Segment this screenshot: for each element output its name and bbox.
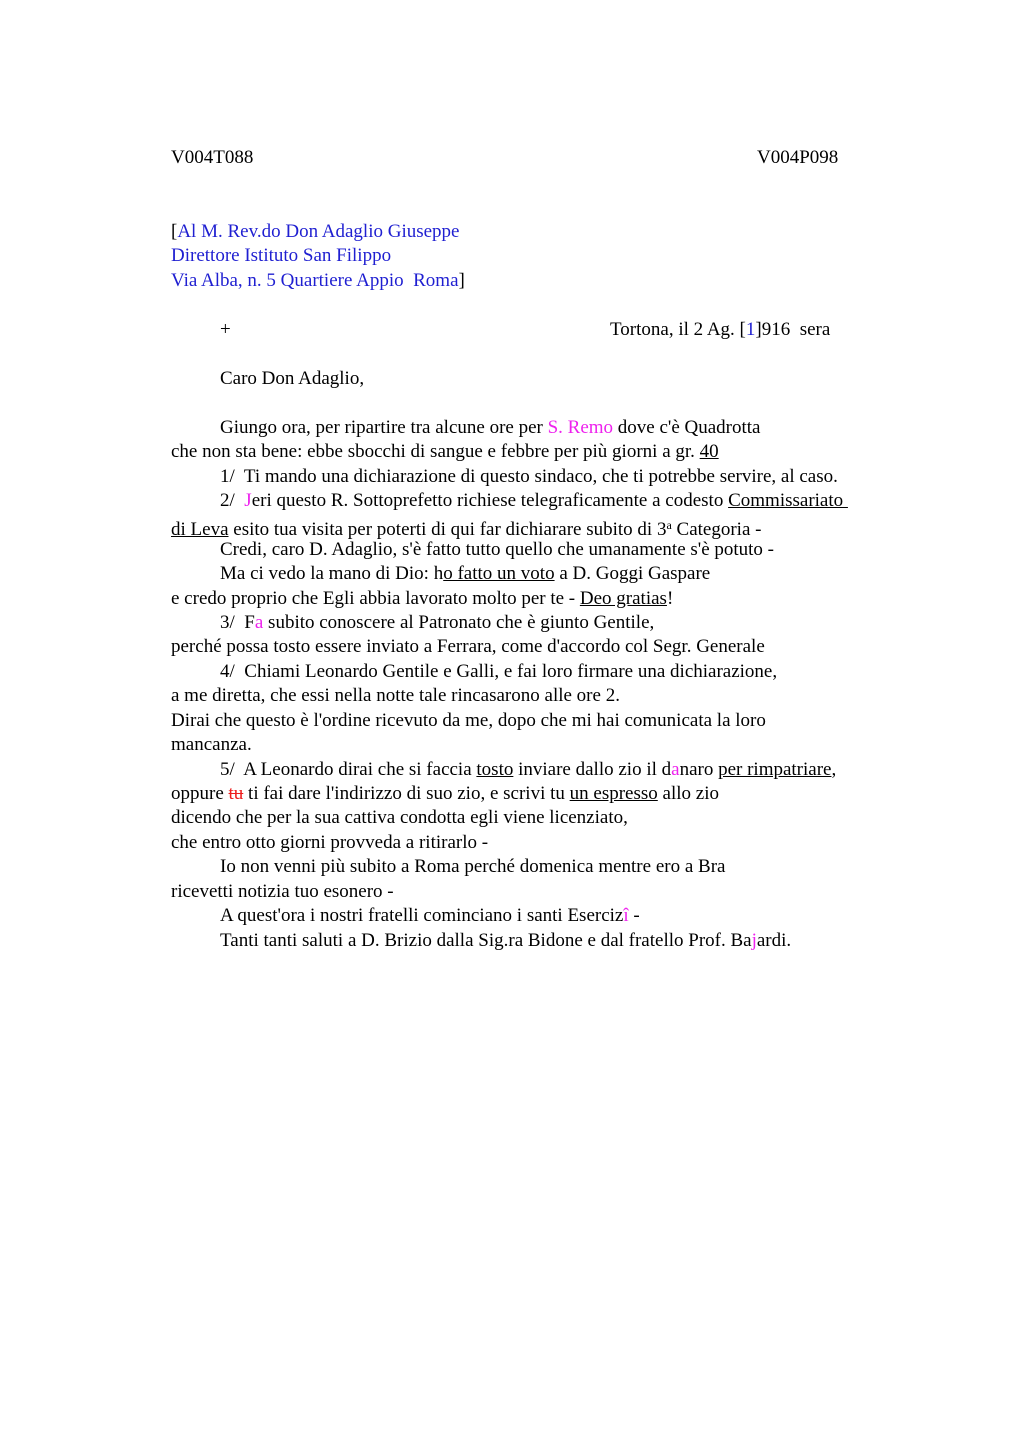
- underlined-per-rimpatriare: per rimpatriare: [718, 759, 832, 780]
- underlined-tosto: tosto: [476, 759, 514, 780]
- text-segment: esito tua visita per poterti di qui far dichiarare subito di 3: [228, 519, 667, 540]
- underlined-un-espresso: un espresso: [569, 783, 658, 804]
- text-segment: naro: [679, 759, 719, 780]
- text-segment: inviare dallo zio il d: [513, 759, 672, 780]
- text-segment: a D. Goggi Gaspare: [554, 563, 711, 584]
- address-open-bracket: [: [171, 221, 178, 242]
- text-segment: che non sta bene: ebbe sbocchi di sangue e febbre per più giorni a gr.: [171, 441, 700, 462]
- text-segment: !: [666, 588, 674, 609]
- letter-line-14: mancanza.: [171, 734, 252, 755]
- underlined-voto: o fatto un voto: [443, 563, 555, 584]
- letter-line-16: [171, 782, 719, 806]
- letter-line-21: [220, 904, 640, 928]
- place-name-san-remo: S. Remo: [547, 417, 614, 438]
- editorial-circumflex: î: [623, 905, 629, 926]
- text-segment: dove c'è Quadrotta: [613, 417, 761, 438]
- text-segment: ,: [831, 759, 837, 780]
- address-line-2: Direttore Istituto San Filippo: [171, 245, 392, 266]
- underlined-deo-gratias: Deo gratias: [579, 588, 667, 609]
- text-segment: A quest'ora i nostri fratelli cominciano i santi Eserciz: [220, 905, 624, 926]
- text-segment: subito conoscere al Patronato che è giunto Gentile,: [263, 612, 655, 633]
- letter-line-9: [220, 611, 654, 635]
- editorial-letter-j: j: [751, 930, 757, 951]
- text-segment: Ma ci vedo la mano di Dio: h: [220, 563, 444, 584]
- letter-line-1: [220, 416, 761, 440]
- struck-word-tu: tu: [228, 783, 244, 804]
- letter-line-4: [220, 489, 848, 513]
- text-segment: Giungo ora, per ripartire tra alcune ore per: [220, 417, 548, 438]
- place-date-start: Tortona, il 2 Ag. [: [610, 319, 746, 340]
- letter-line-19: Io non venni più subito a Roma perché domenica mentre ero a Bra: [220, 856, 726, 877]
- editorial-letter-a: a: [254, 612, 264, 633]
- letter-line-18: che entro otto giorni provveda a ritirarlo -: [171, 832, 489, 853]
- place-date-end: ]916 sera: [755, 319, 831, 340]
- letter-line-10: perché possa tosto essere inviato a Ferrara, come d'accordo col Segr. Generale: [171, 636, 765, 657]
- superscript-ordinal: a: [666, 518, 672, 532]
- letter-line-20: ricevetti notizia tuo esonero -: [171, 881, 394, 902]
- letter-line-12: a me diretta, che essi nella notte tale rincasarono alle ore 2.: [171, 685, 620, 706]
- text-segment: eri questo R. Sottoprefetto richiese telegraficamente a codesto: [251, 490, 729, 511]
- text-segment: -: [628, 905, 640, 926]
- letter-line-13: Dirai che questo è l'ordine ricevuto da me, dopo che mi hai comunicata la loro: [171, 710, 766, 731]
- letter-line-8: [171, 587, 673, 611]
- document-code-right: V004P098: [757, 147, 839, 168]
- address-street: Via Alba, n. 5 Quartiere Appio Roma: [171, 270, 459, 291]
- text-segment: 2/: [220, 490, 245, 511]
- text-segment: 5/ A Leonardo dirai che si faccia: [220, 759, 477, 780]
- place-date: [610, 318, 830, 342]
- address-close-bracket: ]: [458, 270, 465, 291]
- letter-line-5: [171, 513, 762, 540]
- letter-line-2: [171, 440, 719, 464]
- address-recipient: Al M. Rev.do Don Adaglio Giuseppe: [177, 221, 460, 242]
- cross-mark: +: [220, 319, 231, 340]
- letter-line-6: Credi, caro D. Adaglio, s'è fatto tutto quello che umanamente s'è potuto -: [220, 539, 775, 560]
- underlined-di-leva: di Leva: [171, 519, 229, 540]
- letter-line-11: 4/ Chiami Leonardo Gentile e Galli, e fai loro firmare una dichiarazione,: [220, 661, 778, 682]
- text-segment: e credo proprio che Egli abbia lavorato molto per te -: [171, 588, 580, 609]
- editorial-letter-j: J: [244, 490, 252, 511]
- editorial-letter-a: a: [671, 759, 680, 780]
- underlined-commissariato: Commissariato: [728, 490, 848, 511]
- salutation: Caro Don Adaglio,: [220, 368, 365, 389]
- text-segment: Categoria -: [671, 519, 762, 540]
- letter-line-3: 1/ Ti mando una dichiarazione di questo sindaco, che ti potrebbe servire, al caso.: [220, 466, 838, 487]
- address-line-1: [171, 220, 460, 244]
- text-segment: ti fai dare l'indirizzo di suo zio, e scrivi tu: [243, 783, 570, 804]
- letter-line-22: [220, 929, 791, 953]
- text-segment: oppure: [171, 783, 229, 804]
- letter-line-15: [220, 758, 836, 782]
- address-line-3: [171, 269, 465, 293]
- text-segment: Tanti tanti saluti a D. Brizio dalla Sig.ra Bidone e dal fratello Prof. Ba: [220, 930, 752, 951]
- editorial-year-digit: 1: [745, 319, 756, 340]
- underlined-fever-degrees: 40: [699, 441, 719, 462]
- text-segment: ardi.: [756, 930, 792, 951]
- letter-line-7: [220, 562, 710, 586]
- letter-line-17: dicendo che per la sua cattiva condotta egli viene licenziato,: [171, 807, 628, 828]
- text-segment: 3/ F: [220, 612, 255, 633]
- document-code-left: V004T088: [171, 147, 254, 168]
- text-segment: allo zio: [657, 783, 719, 804]
